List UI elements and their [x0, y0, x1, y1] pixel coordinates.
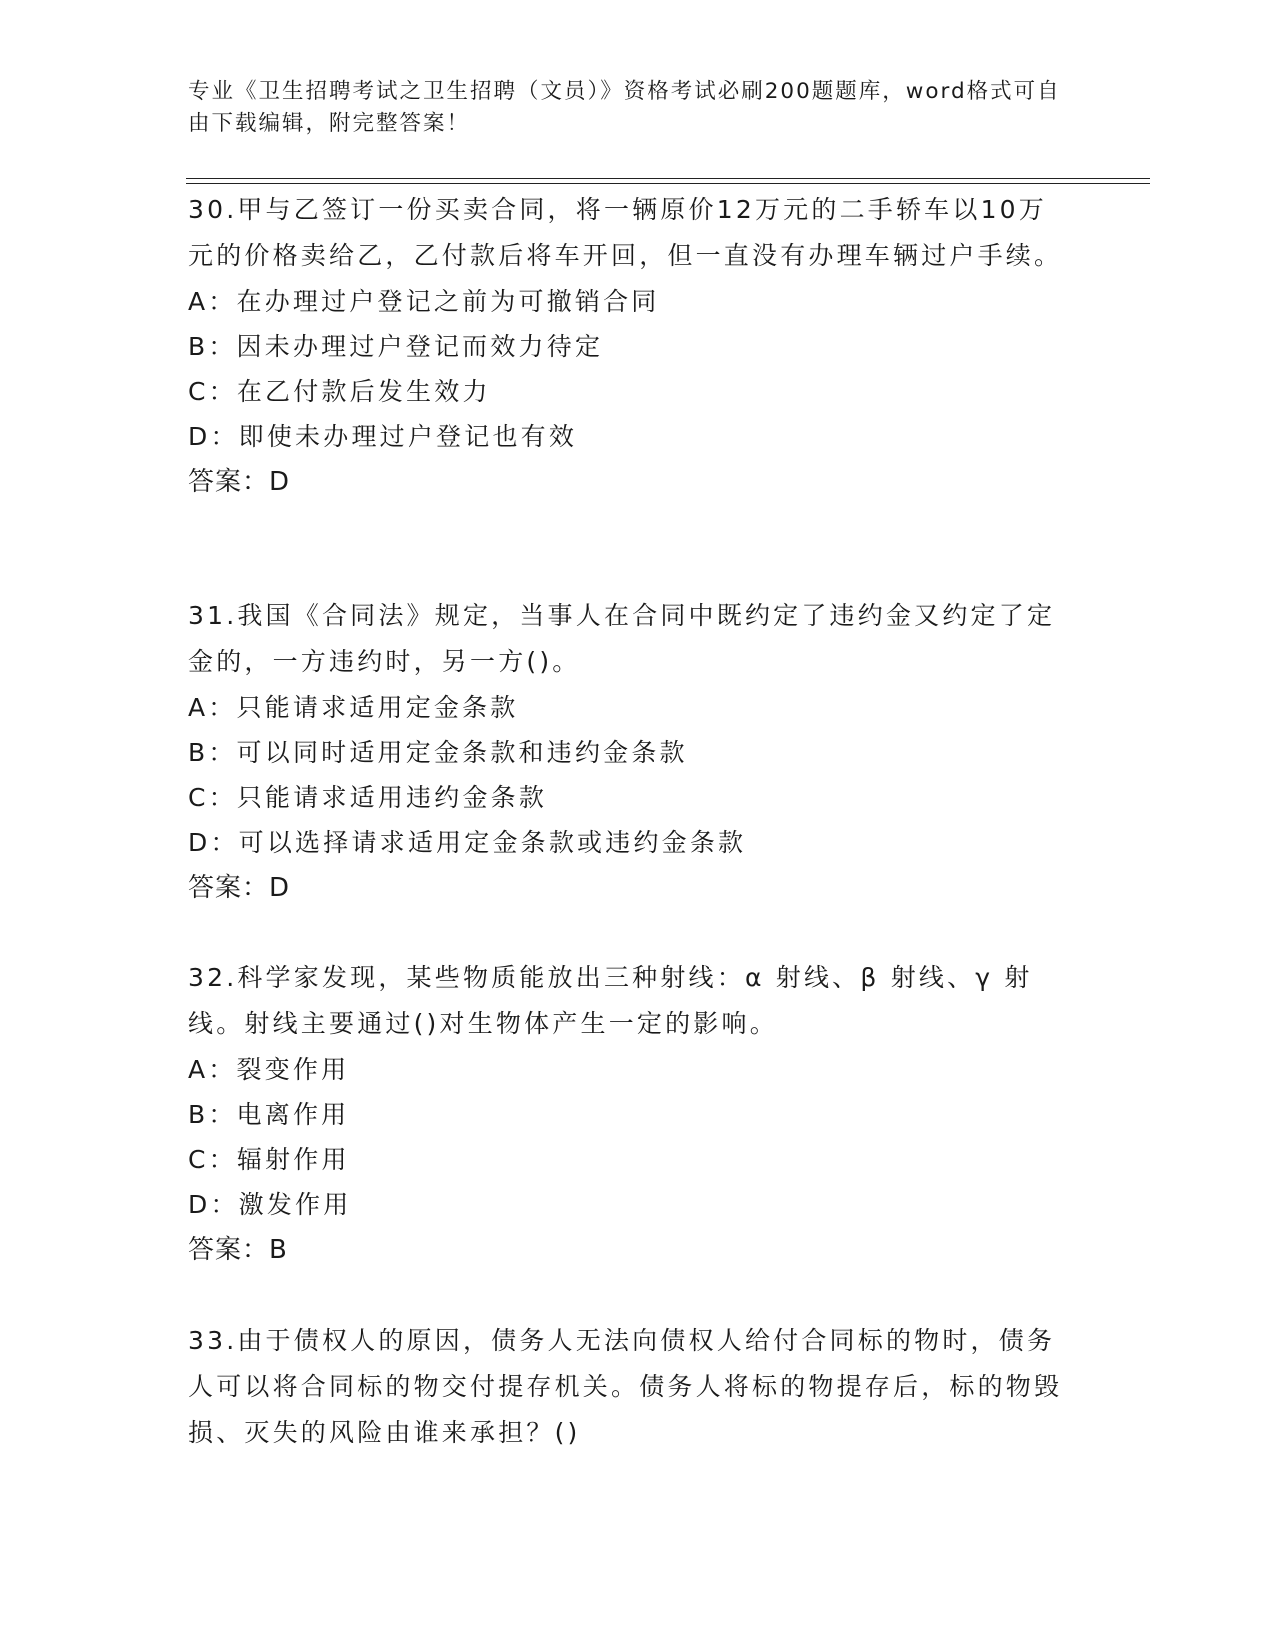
option-c: C：只能请求适用违约金条款 — [188, 783, 548, 812]
answer: 答案：D — [188, 467, 291, 497]
option-b: B：可以同时适用定金条款和违约金条款 — [188, 738, 688, 767]
option-a: A：只能请求适用定金条款 — [188, 693, 519, 722]
question-stem: 33.由于债权人的原因，债务人无法向债权人给付合同标的物时，债务人可以将合同标的物交付提存机关。债务人将标的物提存后，标的物毁损、灭失的风险由谁来承担？() — [188, 1326, 1063, 1447]
document-header: 专业《卫生招聘考试之卫生招聘（文员）》资格考试必刷200题题库，word格式可自由下载编辑，附完整答案！ — [188, 79, 1061, 136]
answer: 答案：B — [188, 1235, 288, 1265]
option-a: A：在办理过户登记之前为可撤销合同 — [188, 287, 660, 316]
question-31 — [188, 593, 1068, 911]
option-d: D：激发作用 — [188, 1190, 352, 1219]
option-b: B：电离作用 — [188, 1100, 350, 1129]
option-c: C：辐射作用 — [188, 1145, 350, 1174]
option-d: D：可以选择请求适用定金条款或违约金条款 — [188, 828, 747, 857]
option-a: A：裂变作用 — [188, 1055, 350, 1084]
question-33 — [188, 1318, 1068, 1456]
question-30 — [188, 187, 1068, 505]
header-divider — [186, 178, 1150, 184]
question-stem: 30.甲与乙签订一份买卖合同，将一辆原价12万元的二手轿车以10万元的价格卖给乙，乙付款后将车开回，但一直没有办理车辆过户手续。 — [188, 195, 1063, 270]
question-stem: 31.我国《合同法》规定，当事人在合同中既约定了违约金又约定了定金的，一方违约时，另一方()。 — [188, 601, 1056, 676]
option-b: B：因未办理过户登记而效力待定 — [188, 332, 604, 361]
question-32 — [188, 955, 1068, 1273]
question-stem: 32.科学家发现，某些物质能放出三种射线：α 射线、β 射线、γ 射线。射线主要通过()对生物体产生一定的影响。 — [188, 963, 1033, 1038]
option-d: D：即使未办理过户登记也有效 — [188, 422, 578, 451]
answer: 答案：D — [188, 873, 291, 903]
option-c: C：在乙付款后发生效力 — [188, 377, 491, 406]
